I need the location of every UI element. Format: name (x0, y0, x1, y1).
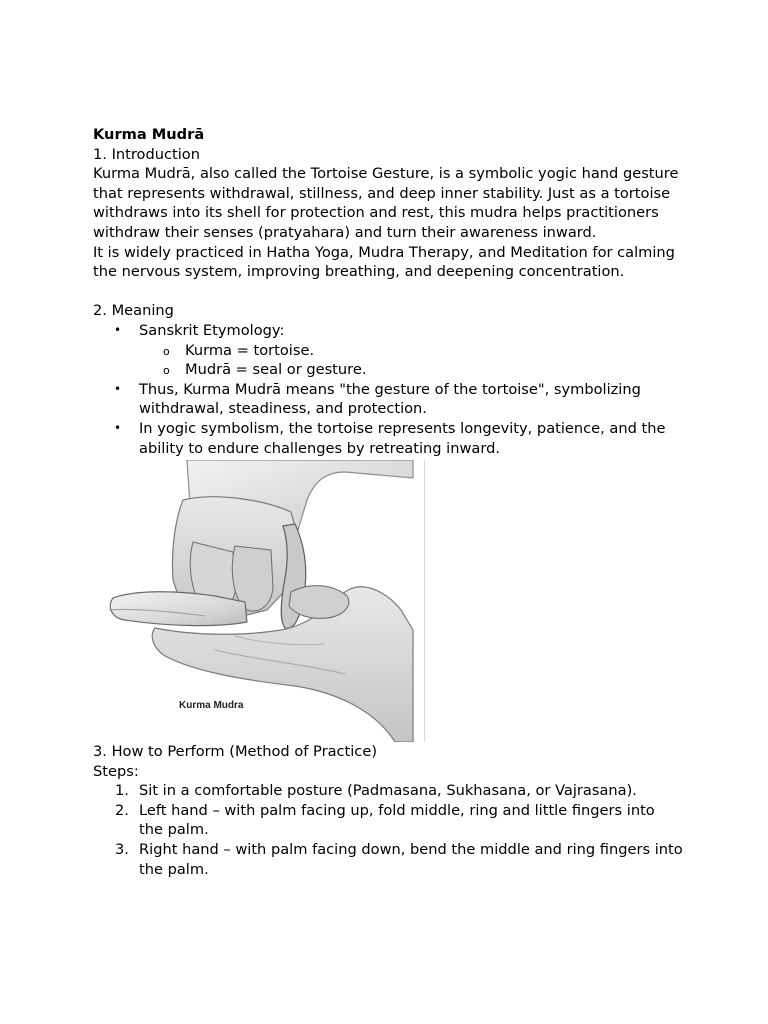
list-item (93, 380, 683, 419)
bullet-icon: • (114, 381, 122, 396)
list-item-text: Right hand – with palm facing down, bend the middle and ring fingers into the palm. (139, 841, 683, 878)
list-item (139, 341, 683, 361)
list-item (93, 419, 683, 458)
step-number: 3. (115, 841, 129, 859)
list-item-text: In yogic symbolism, the tortoise represents longevity, patience, and the ability to endure challenges by retreating inward. (139, 419, 666, 457)
list-item-text: Kurma = tortoise. (185, 341, 315, 359)
document-title: Kurma Mudrā (93, 126, 205, 143)
steps-label: Steps: (93, 762, 139, 780)
sub-bullet-icon: o (163, 344, 170, 358)
kurma-mudra-image (95, 460, 425, 742)
list-item (93, 801, 683, 840)
intro-paragraph: It is widely practiced in Hatha Yoga, Mudra Therapy, and Meditation for calming the nervous system, improving breathing, and deepening concentration. (93, 243, 675, 281)
intro-paragraph: Kurma Mudrā, also called the Tortoise Gesture, is a symbolic yogic hand gesture that represents withdrawal, stillness, and deep inner stability. Just as a tortoise withdraws into its shell for protection and rest, this mudra helps practitioners withdraw their senses (pratyahara) and turn their awareness inward. (93, 165, 679, 241)
list-item-text: Sanskrit Etymology: (139, 321, 285, 339)
meaning-bullet-list (93, 321, 683, 458)
step-number: 1. (115, 782, 129, 800)
list-item-text: Left hand – with palm facing up, fold middle, ring and little fingers into the palm. (139, 801, 655, 839)
bullet-icon: • (114, 420, 122, 435)
list-item (139, 360, 683, 380)
steps-list (93, 781, 683, 879)
blank-line (93, 282, 683, 302)
bullet-icon: • (114, 322, 122, 337)
sub-bullet-icon: o (163, 364, 170, 378)
section-heading-introduction: 1. Introduction (93, 145, 200, 163)
section-heading-meaning: 2. Meaning (93, 302, 174, 320)
image-caption: Kurma Mudra (179, 700, 244, 712)
list-item-text: Mudrā = seal or gesture. (185, 361, 367, 379)
sub-bullet-list (139, 341, 683, 380)
list-item (93, 840, 683, 879)
list-item (93, 321, 683, 380)
hand-gesture-photo-icon (95, 460, 424, 742)
list-item-text: Sit in a comfortable posture (Padmasana, Sukhasana, or Vajrasana). (139, 782, 637, 800)
list-item (93, 781, 683, 801)
section-heading-practice: 3. How to Perform (Method of Practice) (93, 743, 378, 761)
list-item-text: Thus, Kurma Mudrā means "the gesture of the tortoise", symbolizing withdrawal, steadiness, and protection. (139, 380, 641, 418)
document-page (93, 125, 683, 879)
step-number: 2. (115, 801, 129, 819)
